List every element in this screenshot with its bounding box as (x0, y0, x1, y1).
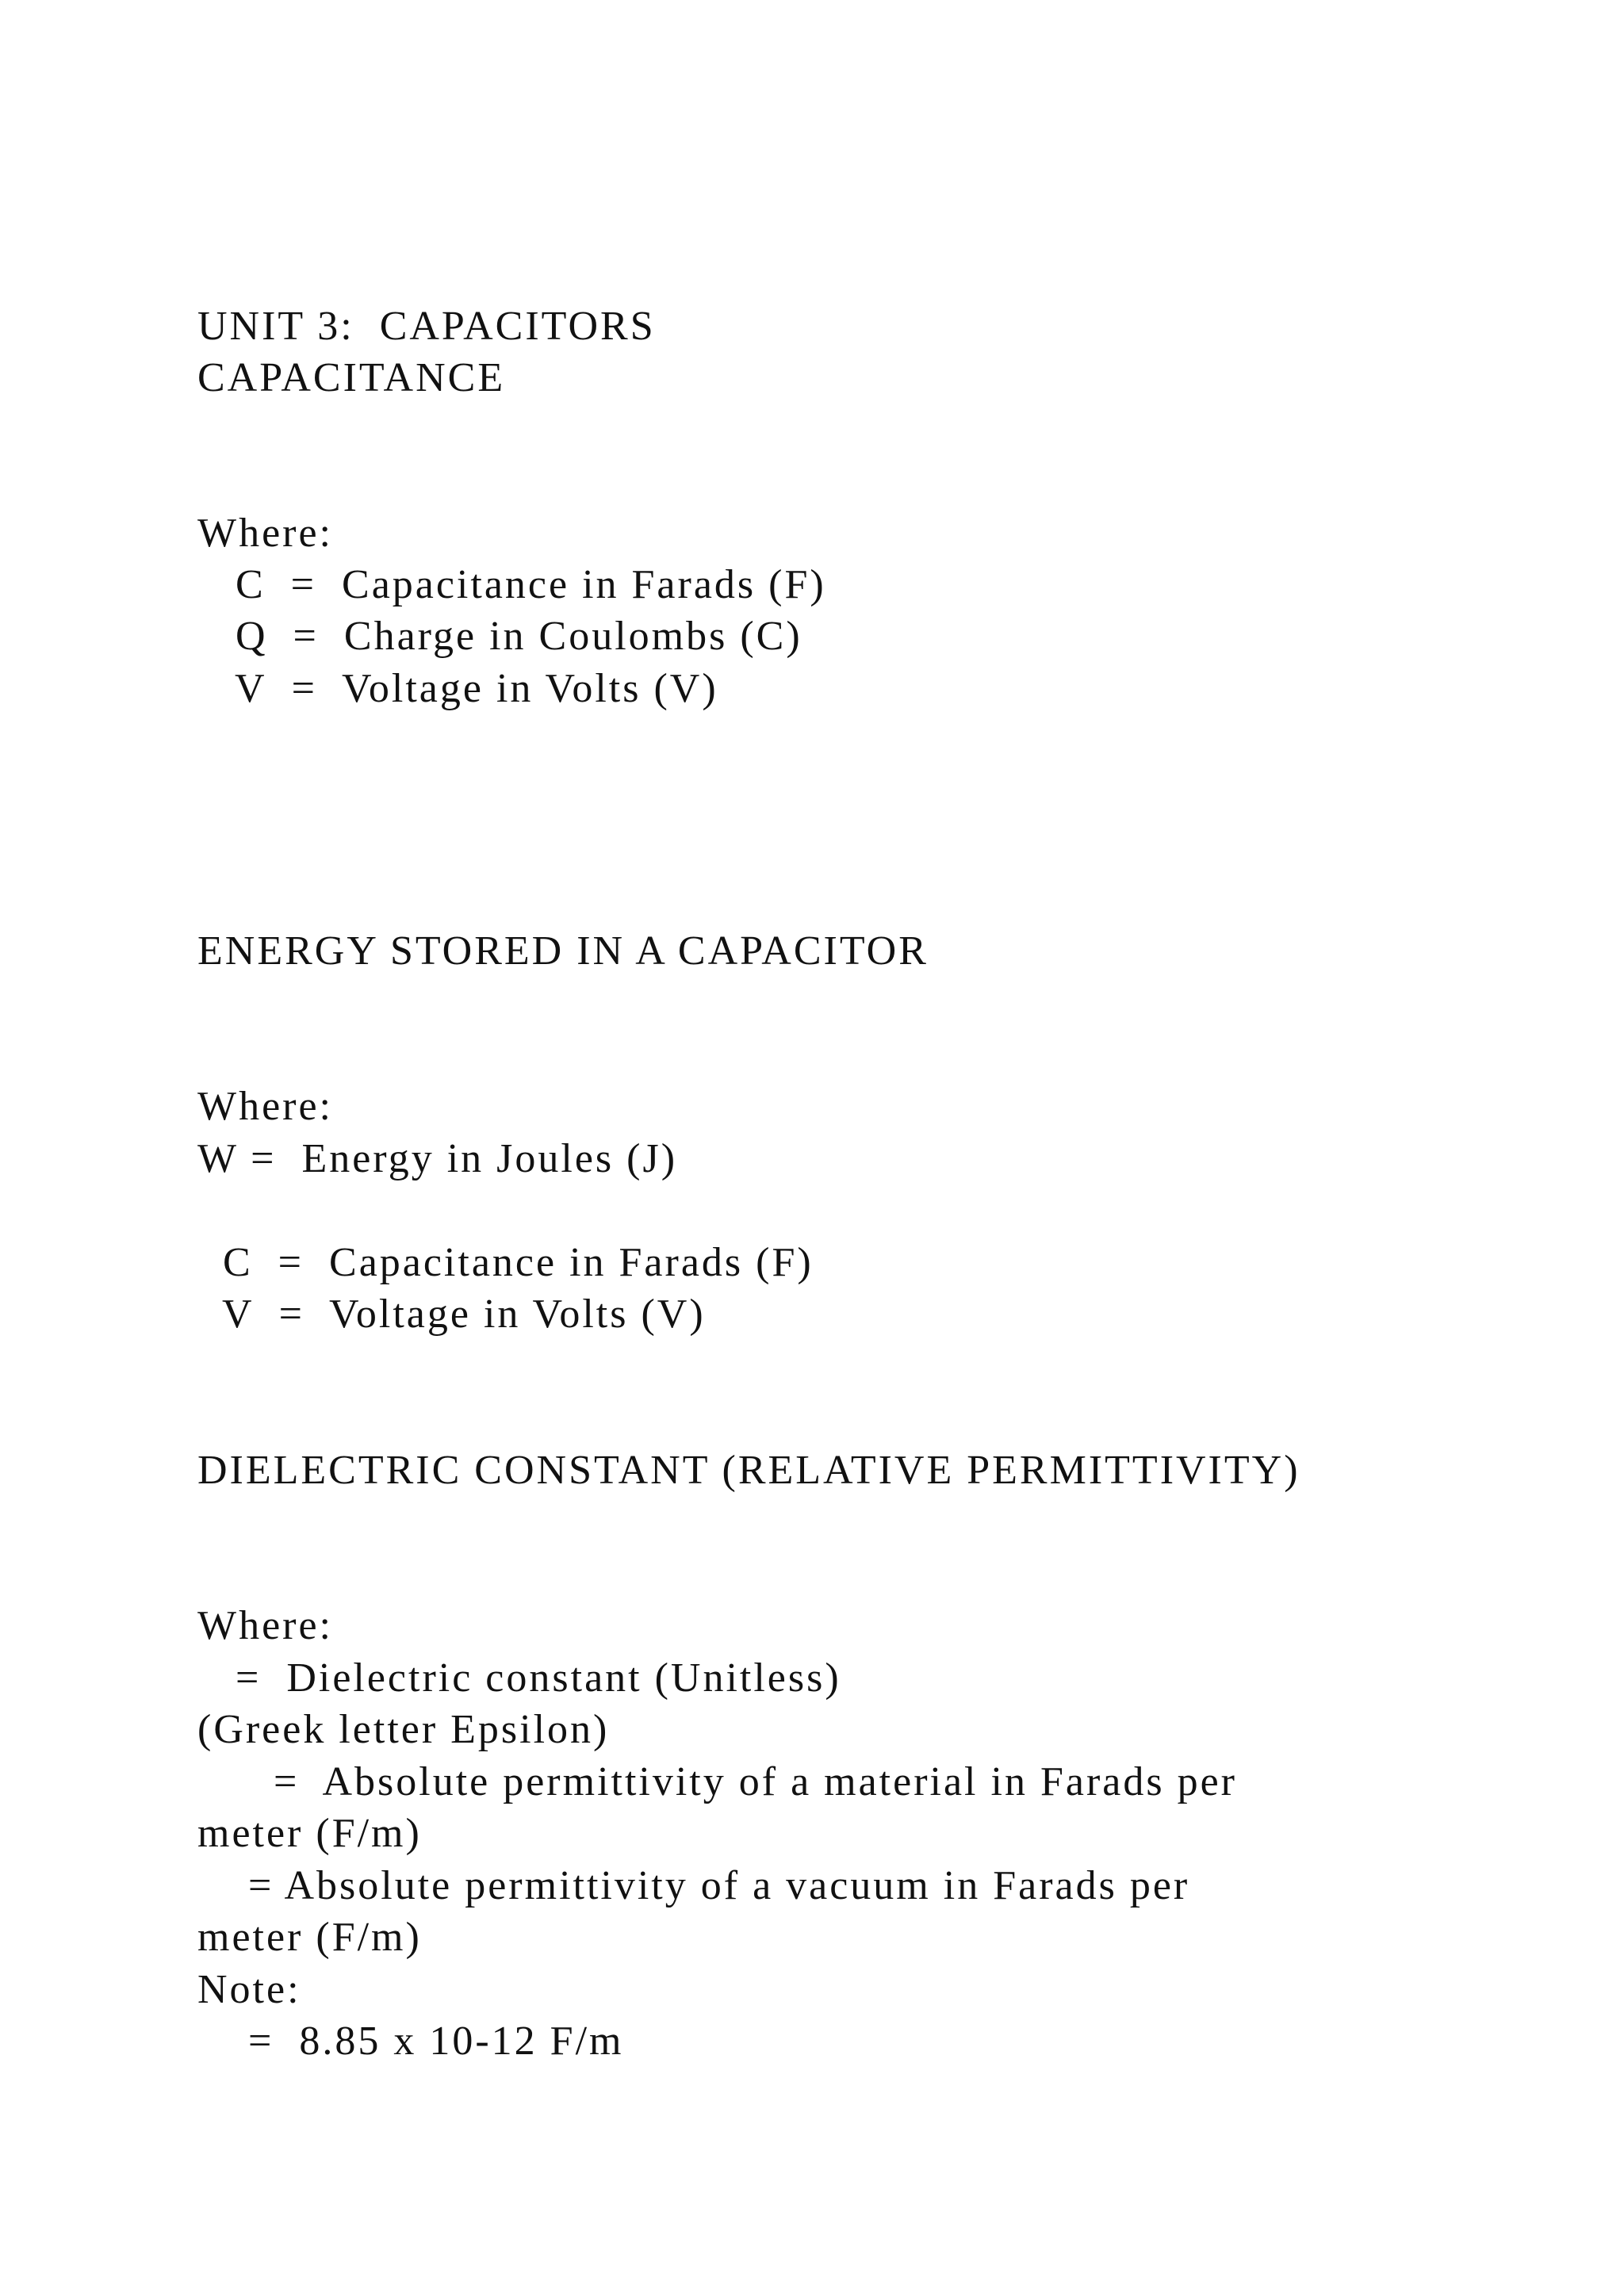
energy-where-label: Where: (197, 1084, 334, 1129)
vacuum-permittivity-unit: meter (F/m) (197, 1915, 422, 1960)
dielectric-heading: DIELECTRIC CONSTANT (RELATIVE PERMITTIVITY) (197, 1448, 1300, 1493)
material-permittivity-unit: meter (F/m) (197, 1811, 422, 1856)
note-label: Note: (197, 1967, 301, 2012)
vacuum-permittivity-value: = 8.85 x 10-12 F/m (197, 2019, 624, 2064)
energy-def-c: C = Capacitance in Farads (F) (197, 1240, 814, 1285)
energy-def-v: V = Voltage in Volts (V) (197, 1292, 706, 1337)
greek-epsilon-note: (Greek letter Epsilon) (197, 1707, 610, 1752)
energy-heading: ENERGY STORED IN A CAPACITOR (197, 928, 929, 974)
capacitance-def-c: C = Capacitance in Farads (F) (197, 562, 826, 607)
capacitance-def-q: Q = Charge in Coulombs (C) (197, 614, 802, 659)
unit-title: UNIT 3: CAPACITORS (197, 304, 656, 349)
capacitance-where-label: Where: (197, 511, 334, 556)
capacitance-heading: CAPACITANCE (197, 355, 506, 400)
energy-def-w: W = Energy in Joules (J) (197, 1136, 678, 1181)
dielectric-constant-def: = Dielectric constant (Unitless) (197, 1655, 841, 1701)
vacuum-permittivity-def: = Absolute permittivity of a vacuum in Farads per (197, 1863, 1190, 1908)
material-permittivity-def: = Absolute permittivity of a material in Farads per (197, 1759, 1237, 1804)
dielectric-where-label: Where: (197, 1603, 334, 1648)
capacitance-def-v: V = Voltage in Volts (V) (197, 666, 718, 711)
